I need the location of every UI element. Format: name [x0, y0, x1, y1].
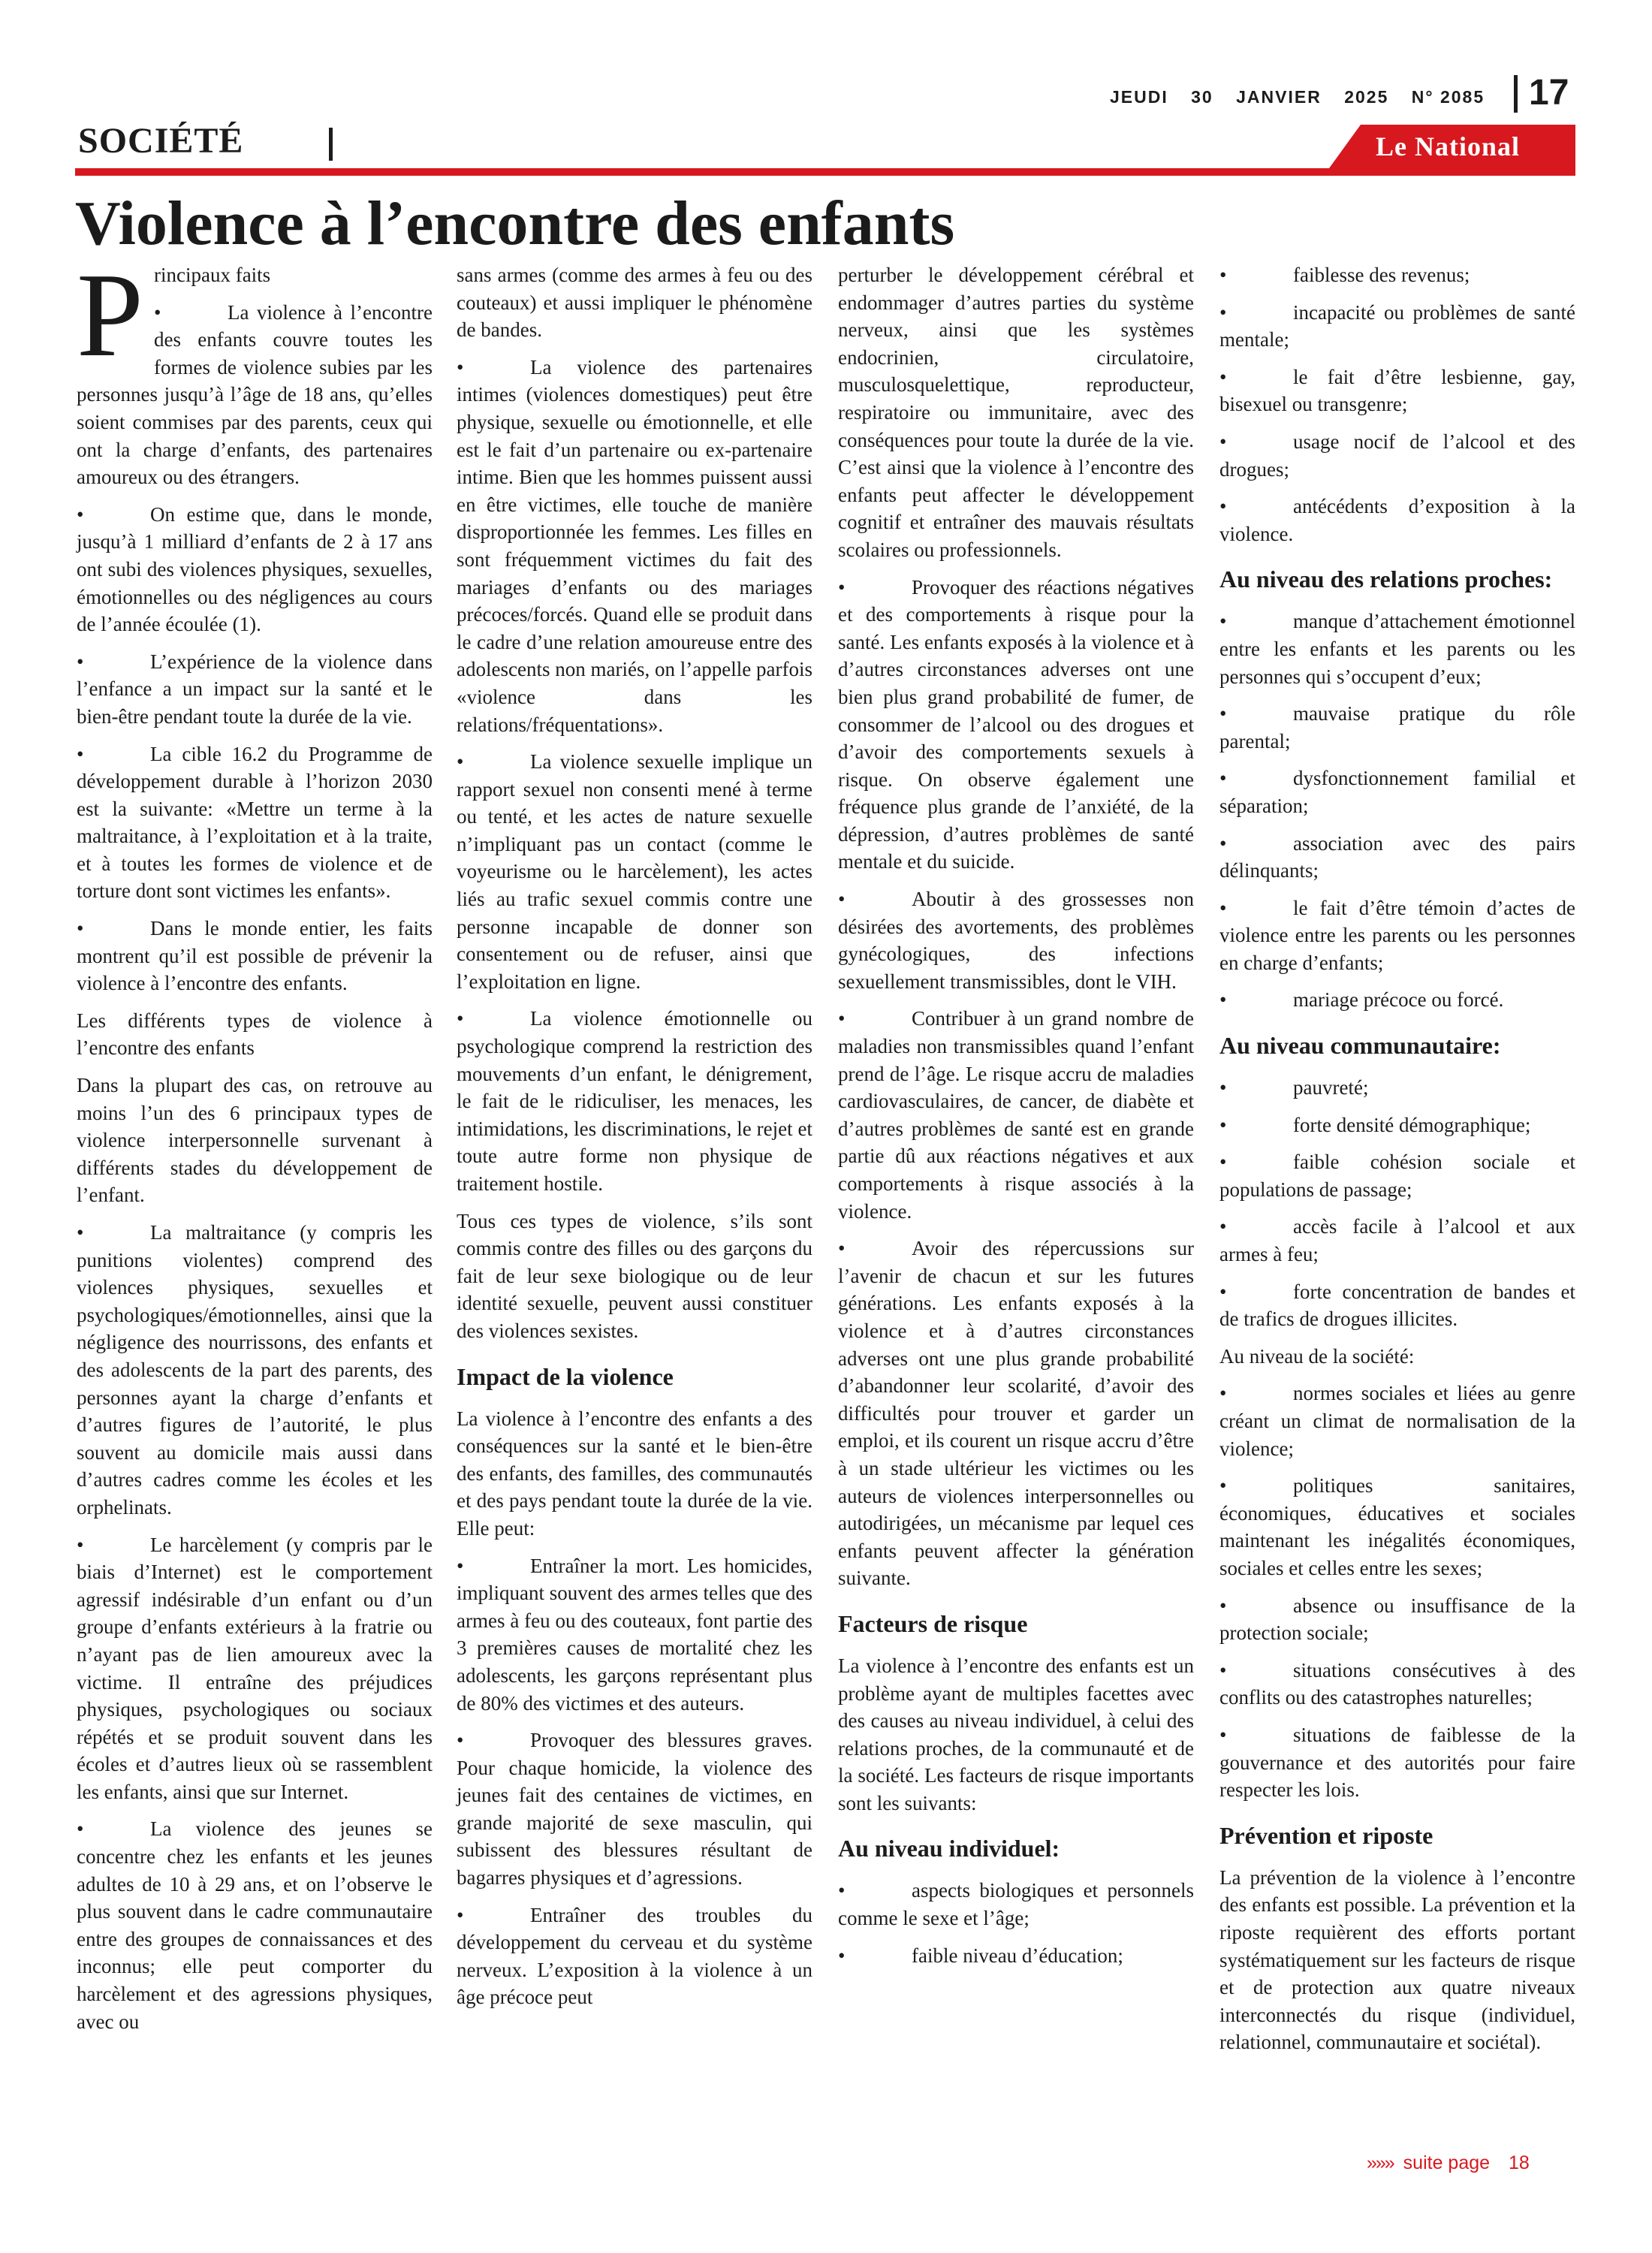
paragraph-text: Avoir des répercussions sur l’avenir de chacun et sur les futures générations. Les enfants exposés à la violence et à d’autres circonstances adverses ont une plus grande probabilité d’abandonner leur scolarité, d’avoir des difficultés pour trouver et garder un emploi, et ils courent un risque accru d’être à un stade ultérieur les victimes ou les auteurs de violences interpersonnelles ou autodirigées, un mécanisme par lequel ces enfants peuvent affecter la génération suivante. — [838, 1237, 1194, 1590]
paragraph-text: faible niveau d’éducation; — [912, 1944, 1123, 1967]
bullet-paragraph — [1219, 1278, 1575, 1333]
paragraph-text: manque d’attachement émotionnel entre les enfants et les parents ou les personnes qui s’occupent d’eux; — [1219, 610, 1575, 688]
bullet-paragraph — [1219, 700, 1575, 755]
paragraph-text: La cible 16.2 du Programme de développement durable à l’horizon 2030 est la suivante: «Mettre un terme à la maltraitance, à l’exploitation et à la traite, et à toutes les formes de violence et de torture dont sont victimes les enfants». — [77, 742, 433, 903]
page-number: 17 — [1529, 73, 1569, 113]
paragraph-text: perturber le développement cérébral et endommager d’autres parties du système nerveux, ainsi que les systèmes endocrinien, circulatoire, musculosquelettique, reproducteur, respiratoire ou immunitaire, avec des conséquences pour toute la durée de la vie. C’est ainsi que la violence à l’encontre des enfants peut affecter le développement cognitif et entraîner des mauvais résultats scolaires ou professionnels. — [838, 264, 1194, 561]
paragraph-text: La violence à l’encontre des enfants a des conséquences sur la santé et le bien-être des enfants, des familles, des communautés et des pays pendant toute la durée de la vie. Elle peut: — [457, 1407, 812, 1540]
issue-date-line — [1110, 87, 1501, 107]
bullet-paragraph — [77, 1815, 433, 2035]
paragraph-text: incapacité ou problèmes de santé mentale; — [1219, 300, 1575, 351]
continued-on-link[interactable] — [1367, 2152, 1530, 2174]
year: 2025 — [1344, 87, 1389, 107]
bullet-paragraph — [1219, 1148, 1575, 1203]
body-paragraph — [77, 1072, 433, 1209]
paragraph-text: situations consécutives à des conflits ou des catastrophes naturelles; — [1219, 1658, 1575, 1709]
paragraph-text: La violence des partenaires intimes (violences domestiques) peut être physique, sexuelle ou émotionnelle, et elle est le fait d’un partenaire ou ex-partenaire intime. Bien que les hommes puissent aussi en être victimes, elle touche de manière disproportionnée les femmes. Les filles en sont fréquemment victimes du fait des mariages d’enfants ou des mariages précoces/forcés. Quand elle se produit dans le cadre d’une relation amoureuse entre des adolescents non mariés, on l’appelle parfois «violence dans les relations/fréquentations». — [457, 355, 812, 736]
paragraph-text: La violence à l’encontre des enfants couvre toutes les formes de violence subies par les personnes jusqu’à l’âge de 18 ans, qu’elles soient commises par des parents, ceux qui ont la charge d’enfants, des partenaires amoureux ou des étrangers. — [77, 300, 433, 489]
body-paragraph — [838, 261, 1194, 564]
bullet-paragraph — [1219, 1111, 1575, 1139]
bullet-paragraph — [77, 1219, 433, 1522]
paragraph-text: La violence des jeunes se concentre chez les enfants et les jeunes adultes de 10 à 29 ans, et on l’observe le plus souvent dans le cadre communautaire entre des groupes de connaissances et des inconnus; elle peut comporter du harcèlement et des agressions physiques, avec ou — [77, 1817, 433, 2033]
bullet-paragraph — [457, 354, 812, 738]
bullet-paragraph — [457, 748, 812, 995]
paragraph-text: Au niveau des relations proches: — [1219, 566, 1553, 593]
bullet-paragraph — [1219, 608, 1575, 690]
paragraph-text: sans armes (comme des armes à feu ou des couteaux) et aussi impliquer le phénomène de bandes. — [457, 264, 812, 342]
paragraph-text: Au niveau de la société: — [1219, 1344, 1415, 1368]
paragraph-text: Dans la plupart des cas, on retrouve au moins l’un des 6 principaux types de violence interpersonnelle survenant à différents stades du développement de l’enfant. — [77, 1074, 433, 1207]
month: JANVIER — [1236, 87, 1322, 107]
paragraph-text: Facteurs de risque — [838, 1609, 1028, 1637]
day: 30 — [1191, 87, 1213, 107]
paragraph-text: Impact de la violence — [457, 1362, 674, 1390]
paragraph-text: pauvreté; — [1293, 1076, 1369, 1099]
article-title: Violence à l’encontre des enfants — [75, 189, 955, 258]
paragraph-text: Prévention et riposte — [1219, 1821, 1433, 1849]
continue-arrows: »»» — [1367, 2152, 1394, 2173]
bullet-paragraph — [457, 1552, 812, 1718]
paragraph-text: accès facile à l’alcool et aux armes à feu; — [1219, 1215, 1575, 1266]
paragraph-text: Provoquer des réactions négatives et des comportements à risque pour la santé. Les enfants exposés à la violence et à d’autres circonstances adverses ont une bien plus grand probabilité de fumer, de consommer de l’alcool ou des drogues et d’avoir des comportements sexuels à risque. On observe également une fréquence plus grande de l’anxiété, de la dépression, d’autres problèmes de santé mentale et du suicide. — [838, 575, 1194, 873]
body-paragraph — [77, 248, 433, 382]
paragraph-text: usage nocif de l’alcool et des drogues; — [1219, 430, 1575, 481]
section-heading — [838, 1609, 1194, 1639]
bullet-paragraph — [1219, 363, 1575, 418]
continue-page-number: 18 — [1509, 2152, 1530, 2173]
bullet-paragraph — [77, 740, 433, 906]
bullet-paragraph — [77, 648, 433, 731]
bullet-paragraph — [1219, 261, 1575, 289]
bullet-paragraph — [457, 1902, 812, 2011]
bullet-paragraph — [1219, 299, 1575, 354]
section-divider — [329, 128, 333, 161]
paragraph-text: mariage précoce ou forcé. — [1293, 988, 1504, 1012]
paragraph-text: L’expérience de la violence dans l’enfance a un impact sur la santé et le bien-être pendant toute la durée de la vie. — [77, 650, 433, 728]
body-paragraph — [1219, 1343, 1575, 1371]
paragraph-text: Les différents types de violence à l’encontre des enfants — [77, 1009, 433, 1060]
paragraph-text: La prévention de la violence à l’encontre des enfants est possible. La prévention et la riposte requièrent des efforts portant systématiquement sur les facteurs de risque et de protection aux quatre niveaux interconnectés du risque (individuel, relationnel, communautaire et sociétal). — [1219, 1865, 1575, 2054]
paragraph-text: le fait d’être lesbienne, gay, bisexuel ou transgenre; — [1219, 365, 1575, 416]
brand-name: Le National — [1376, 131, 1521, 161]
paragraph-text: forte concentration de bandes et de trafics de drogues illicites. — [1219, 1280, 1575, 1331]
bullet-paragraph — [1219, 493, 1575, 547]
bullet-paragraph — [1219, 1472, 1575, 1582]
bullet-paragraph — [838, 574, 1194, 876]
paragraph-text: faible cohésion sociale et populations de passage; — [1219, 1151, 1575, 1201]
paragraph-text: antécédents d’exposition à la violence. — [1219, 495, 1575, 545]
bullet-paragraph — [457, 1005, 812, 1197]
bullet-paragraph — [77, 915, 433, 997]
section-heading — [457, 1362, 812, 1392]
drop-cap: P — [77, 248, 143, 382]
body-paragraph — [838, 1652, 1194, 1817]
paragraph-text: situations de faiblesse de la gouvernance et des autorités pour faire respecter les lois. — [1219, 1723, 1575, 1802]
bullet-paragraph — [1219, 1657, 1575, 1712]
body-paragraph — [77, 1007, 433, 1062]
paragraph-text: le fait d’être témoin d’actes de violence entre les parents ou les personnes en charge d’enfants; — [1219, 896, 1575, 974]
paragraph-text: absence ou insuffisance de la protection sociale; — [1219, 1594, 1575, 1645]
paragraph-text: association avec des pairs délinquants; — [1219, 831, 1575, 882]
bullet-paragraph — [1219, 894, 1575, 977]
paragraph-text: Entraîner la mort. Les homicides, impliquant souvent des armes telles que des armes à feu ou des couteaux, font partie des 3 premières causes de mortalité chez les adolescents, les garçons représentant plus de 80% des victimes et des auteurs. — [457, 1554, 812, 1715]
paragraph-text: On estime que, dans le monde, jusqu’à 1 milliard d’enfants de 2 à 17 ans ont subi des violences physiques, sexuelles, émotionnelles ou des négligences au cours de l’année écoulée (1). — [77, 502, 433, 636]
body-paragraph — [1219, 1864, 1575, 2056]
section-heading — [1219, 1030, 1575, 1060]
bullet-paragraph — [1219, 830, 1575, 885]
header-rule — [75, 168, 1575, 176]
paragraph-text: normes sociales et liées au genre créant un climat de normalisation de la violence; — [1219, 1382, 1575, 1460]
paragraph-text: Provoquer des blessures graves. Pour chaque homicide, la violence des jeunes fait des centaines de victimes, en grande majorité de sexe masculin, qui subissent des blessures résultant de bagarres physiques et d’agressions. — [457, 1729, 812, 1890]
section-heading — [1219, 1820, 1575, 1850]
bullet-paragraph — [457, 1727, 812, 1892]
article-column-4 — [1219, 261, 1575, 2066]
body-paragraph — [457, 261, 812, 344]
issue-number: N° 2085 — [1411, 87, 1485, 107]
continue-label: suite page — [1403, 2152, 1491, 2173]
section-label: SOCIÉTÉ — [78, 121, 244, 161]
paragraph-text: La violence à l’encontre des enfants est un problème ayant de multiples facettes avec des causes au niveau individuel, à celui des relations proches, de la communauté et de la société. Les facteurs de risque importants sont les suivants: — [838, 1654, 1194, 1814]
bullet-paragraph — [1219, 1380, 1575, 1462]
body-paragraph — [457, 1405, 812, 1543]
article-column-3 — [838, 261, 1194, 1979]
bullet-paragraph — [1219, 1721, 1575, 1804]
bullet-paragraph — [1219, 1074, 1575, 1102]
bullet-paragraph — [77, 501, 433, 638]
paragraph-text: faiblesse des revenus; — [1293, 264, 1470, 286]
paragraph-text: La maltraitance (y compris les punitions violentes) comprend des violences physiques, sexuelles et psychologiques/émotionnelles, ainsi que la négligence des nourrissons, des enfants et des adolescents de la part des parents, des personnes ayant la charge d’enfants et d’autres figures de l’autorité, le plus souvent au domicile mais aussi dans d’autres cadres comme les écoles et les orphelinats. — [77, 1221, 433, 1519]
section-heading — [1219, 564, 1575, 594]
paragraph-text: forte densité démographique; — [1293, 1113, 1531, 1136]
paragraph-text: Tous ces types de violence, s’ils sont commis contre des filles ou des garçons du fait de leur sexe biologique ou de leur identité sexuelle, peuvent aussi constituer des violences sexistes. — [457, 1209, 812, 1342]
bullet-paragraph — [1219, 1592, 1575, 1647]
paragraph-text: aspects biologiques et personnels comme le sexe et l’âge; — [838, 1879, 1194, 1930]
paragraph-text: Dans le monde entier, les faits montrent qu’il est possible de prévenir la violence à l’encontre des enfants. — [77, 917, 433, 995]
paragraph-text: politiques sanitaires, économiques, éducatives et sociales maintenant les inégalités économiques, sociales et celles entre les sexes; — [1219, 1474, 1575, 1579]
paragraph-text: Au niveau communautaire: — [1219, 1032, 1501, 1060]
paragraph-text: Aboutir à des grossesses non désirées des avortements, des problèmes gynécologiques, des infections sexuellement transmissibles, dont le VIH. — [838, 888, 1194, 993]
paragraph-text: Entraîner des troubles du développement du cerveau et du système nerveux. L’exposition à la violence à un âge précoce peut — [457, 1903, 812, 2009]
page-number-divider — [1514, 75, 1518, 113]
paragraph-text: rincipaux faits — [153, 264, 271, 286]
bullet-paragraph — [77, 1531, 433, 1806]
paragraph-text: La violence émotionnelle ou psychologique comprend la restriction des mouvements d’un enfant, le dénigrement, le fait de le ridiculiser, les menaces, les intimidations, les discriminations, le rejet et toute autre forme non physique de traitement hostile. — [457, 1007, 812, 1195]
bullet-paragraph — [1219, 765, 1575, 819]
bullet-paragraph — [838, 1235, 1194, 1592]
bullet-paragraph — [838, 1005, 1194, 1225]
paragraph-text: Le harcèlement (y compris par le biais d’Internet) est le comportement agressif indésirable d’un enfant ou d’un groupe d’enfants extérieurs à la fratrie ou n’ayant pas de lien amoureux avec la victime. Il entraîne des préjudices physiques, psychologiques ou sociaux répétés et se produit souvent dans les écoles et d’autres lieux où se rassemblent les enfants, ainsi que sur Internet. — [77, 1533, 433, 1803]
bullet-paragraph — [838, 1942, 1194, 1970]
paragraph-text: Contribuer à un grand nombre de maladies non transmissibles quand l’enfant prend de l’âge. Le risque accru de maladies cardiovasculaires, de cancer, de diabète et d’autres problèmes de santé est en grande partie dû aux réactions négatives et aux comportements à risque associés à la violence. — [838, 1007, 1194, 1223]
bullet-paragraph — [1219, 1213, 1575, 1268]
section-heading — [838, 1833, 1194, 1863]
body-paragraph — [457, 1208, 812, 1345]
paragraph-text: dysfonctionnement familial et séparation; — [1219, 767, 1575, 817]
paragraph-text: Au niveau individuel: — [838, 1835, 1060, 1862]
bullet-paragraph — [1219, 986, 1575, 1014]
bullet-paragraph — [838, 1877, 1194, 1932]
bullet-paragraph — [838, 885, 1194, 995]
weekday: JEUDI — [1110, 87, 1168, 107]
paragraph-text: La violence sexuelle implique un rapport sexuel non consenti mené à terme ou tenté, et les actes de nature sexuelle n’impliquant pas un contact (comme le voyeurisme ou le harcèlement), les actes liés au trafic sexuel commis contre une personne incapable de donner son consentement ou de refuser, ainsi que l’exploitation en ligne. — [457, 750, 812, 993]
paragraph-text: mauvaise pratique du rôle parental; — [1219, 702, 1575, 753]
bullet-paragraph — [1219, 428, 1575, 483]
article-column-2 — [457, 261, 812, 2021]
article-column-1 — [77, 248, 433, 2045]
